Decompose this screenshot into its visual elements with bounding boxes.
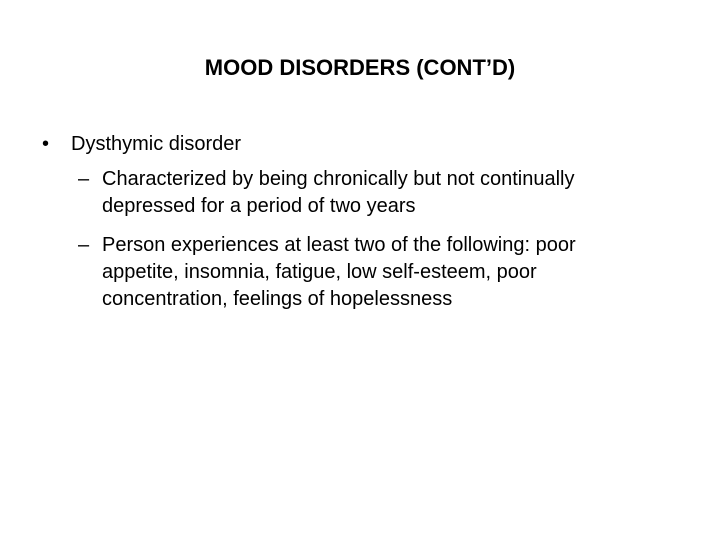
sub-bullet-line: Characterized by being chronically but not continually — [102, 168, 575, 190]
sub-bullet-line: Person experiences at least two of the following: poor — [102, 234, 576, 256]
bullet-text: Dysthymic disorder — [71, 133, 242, 155]
bullet-item — [42, 131, 241, 158]
sub-bullet-item — [78, 166, 698, 220]
sub-bullet-marker: – — [78, 168, 90, 190]
slide-title: MOOD DISORDERS (CONT’D) — [204, 55, 516, 80]
sub-bullet-marker: – — [78, 234, 90, 256]
sub-bullet-item — [78, 232, 698, 313]
sub-bullet-line: depressed for a period of two years — [102, 195, 416, 217]
bullet-marker: • — [42, 133, 50, 155]
sub-bullet-line: appetite, insomnia, fatigue, low self-esteem, poor — [102, 261, 537, 283]
sub-bullet-line: concentration, feelings of hopelessness — [102, 288, 453, 310]
